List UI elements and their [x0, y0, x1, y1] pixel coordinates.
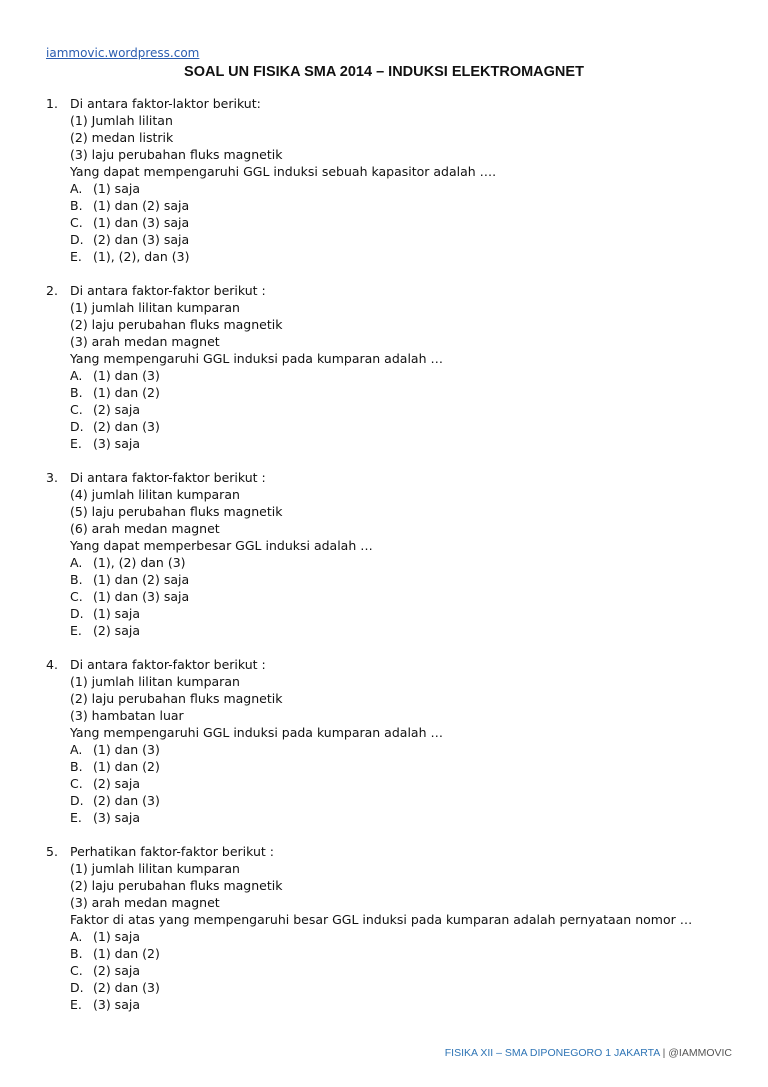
question-prompt: Yang dapat mempengaruhi GGL induksi sebuah kapasitor adalah ….: [70, 164, 497, 179]
option-letter: E.: [70, 436, 82, 451]
answer-option: [46, 945, 746, 962]
option-text: (1) dan (2): [93, 759, 160, 774]
statement-text: (3) laju perubahan fluks magnetik: [70, 147, 283, 162]
statement-text: (2) laju perubahan fluks magnetik: [70, 317, 283, 332]
statement-item: [46, 299, 746, 316]
option-letter: E.: [70, 810, 82, 825]
option-text: (1) saja: [93, 606, 140, 621]
question-stem-line: [46, 843, 746, 860]
option-letter: B.: [70, 385, 83, 400]
option-text: (2) saja: [93, 402, 140, 417]
question-number: 1.: [46, 96, 58, 111]
statement-item: [46, 520, 746, 537]
option-text: (2) dan (3) saja: [93, 232, 190, 247]
option-text: (1) saja: [93, 181, 140, 196]
question-prompt: Yang dapat memperbesar GGL induksi adalah …: [70, 538, 373, 553]
answer-option: [46, 979, 746, 996]
question-stem-line: [46, 95, 746, 112]
answer-option: [46, 962, 746, 979]
answer-option: [46, 180, 746, 197]
option-text: (3) saja: [93, 810, 140, 825]
blog-link[interactable]: iammovic.wordpress.com: [46, 46, 200, 60]
question-prompt-line: [46, 724, 746, 741]
answer-option: [46, 996, 746, 1013]
question-prompt-line: [46, 537, 746, 554]
footer-school: FISIKA XII – SMA DIPONEGORO 1 JAKARTA: [444, 1047, 660, 1059]
option-text: (1) dan (2) saja: [93, 572, 190, 587]
page-title: SOAL UN FISIKA SMA 2014 – INDUKSI ELEKTROMAGNET: [184, 64, 584, 80]
option-letter: A.: [70, 929, 83, 944]
option-letter: B.: [70, 198, 83, 213]
answer-option: [46, 401, 746, 418]
answer-option: [46, 367, 746, 384]
option-text: (2) dan (3): [93, 980, 160, 995]
answer-option: [46, 792, 746, 809]
statement-item: [46, 112, 746, 129]
statement-item: [46, 860, 746, 877]
footer-handle: @IAMMOVIC: [668, 1047, 732, 1059]
question-prompt-line: [46, 911, 746, 928]
statement-text: (1) jumlah lilitan kumparan: [70, 861, 240, 876]
question-prompt: Yang mempengaruhi GGL induksi pada kumparan adalah …: [70, 351, 443, 366]
statement-text: (2) medan listrik: [70, 130, 174, 145]
question-stem: Di antara faktor-faktor berikut :: [70, 283, 266, 298]
answer-option: [46, 809, 746, 826]
question-stem: Di antara faktor-faktor berikut :: [70, 657, 266, 672]
answer-option: [46, 197, 746, 214]
option-text: (2) dan (3): [93, 793, 160, 808]
option-letter: E.: [70, 623, 82, 638]
option-letter: C.: [70, 963, 83, 978]
answer-option: [46, 231, 746, 248]
answer-option: [46, 622, 746, 639]
question-3: [46, 469, 746, 639]
question-number: 5.: [46, 844, 58, 859]
option-text: (3) saja: [93, 436, 140, 451]
option-text: (2) dan (3): [93, 419, 160, 434]
statement-item: [46, 673, 746, 690]
statement-text: (5) laju perubahan fluks magnetik: [70, 504, 283, 519]
statement-item: [46, 894, 746, 911]
statement-text: (6) arah medan magnet: [70, 521, 220, 536]
statement-item: [46, 486, 746, 503]
option-letter: C.: [70, 589, 83, 604]
option-text: (2) saja: [93, 776, 140, 791]
option-text: (1) dan (2): [93, 946, 160, 961]
option-letter: B.: [70, 572, 83, 587]
answer-option: [46, 214, 746, 231]
option-text: (1) dan (2): [93, 385, 160, 400]
statement-text: (3) arah medan magnet: [70, 895, 220, 910]
option-letter: D.: [70, 980, 84, 995]
option-text: (1), (2) dan (3): [93, 555, 186, 570]
question-number: 4.: [46, 657, 58, 672]
option-letter: D.: [70, 419, 84, 434]
question-number: 2.: [46, 283, 58, 298]
page-footer: [445, 1047, 732, 1059]
question-1: [46, 95, 746, 265]
statement-item: [46, 707, 746, 724]
question-5: [46, 843, 746, 1013]
question-list: [46, 95, 746, 1030]
question-stem: Perhatikan faktor-faktor berikut :: [70, 844, 274, 859]
question-stem: Di antara faktor-laktor berikut:: [70, 96, 261, 111]
option-text: (1) dan (3): [93, 368, 160, 383]
question-stem: Di antara faktor-faktor berikut :: [70, 470, 266, 485]
option-letter: D.: [70, 793, 84, 808]
statement-text: (2) laju perubahan fluks magnetik: [70, 691, 283, 706]
option-letter: B.: [70, 759, 83, 774]
statement-text: (2) laju perubahan fluks magnetik: [70, 878, 283, 893]
question-prompt-line: [46, 163, 746, 180]
footer-separator: |: [662, 1047, 666, 1059]
statement-text: (3) arah medan magnet: [70, 334, 220, 349]
option-letter: E.: [70, 249, 82, 264]
question-prompt: Yang mempengaruhi GGL induksi pada kumparan adalah …: [70, 725, 443, 740]
option-text: (1) dan (2) saja: [93, 198, 190, 213]
question-stem-line: [46, 469, 746, 486]
option-letter: A.: [70, 555, 83, 570]
answer-option: [46, 554, 746, 571]
option-letter: C.: [70, 402, 83, 417]
answer-option: [46, 605, 746, 622]
option-letter: B.: [70, 946, 83, 961]
question-prompt: Faktor di atas yang mempengaruhi besar GGL induksi pada kumparan adalah pernyataan nomor …: [70, 912, 693, 927]
statement-item: [46, 316, 746, 333]
statement-item: [46, 333, 746, 350]
statement-item: [46, 503, 746, 520]
answer-option: [46, 248, 746, 265]
option-letter: C.: [70, 215, 83, 230]
question-stem-line: [46, 656, 746, 673]
option-letter: A.: [70, 742, 83, 757]
answer-option: [46, 384, 746, 401]
statement-text: (4) jumlah lilitan kumparan: [70, 487, 240, 502]
answer-option: [46, 775, 746, 792]
option-text: (1) dan (3): [93, 742, 160, 757]
statement-item: [46, 129, 746, 146]
option-text: (1) saja: [93, 929, 140, 944]
statement-text: (1) jumlah lilitan kumparan: [70, 674, 240, 689]
answer-option: [46, 758, 746, 775]
answer-option: [46, 418, 746, 435]
option-text: (1) dan (3) saja: [93, 589, 190, 604]
statement-text: (3) hambatan luar: [70, 708, 184, 723]
option-text: (2) saja: [93, 623, 140, 638]
option-text: (3) saja: [93, 997, 140, 1012]
question-2: [46, 282, 746, 452]
option-letter: C.: [70, 776, 83, 791]
question-4: [46, 656, 746, 826]
option-text: (1) dan (3) saja: [93, 215, 190, 230]
answer-option: [46, 741, 746, 758]
answer-option: [46, 928, 746, 945]
question-stem-line: [46, 282, 746, 299]
option-letter: D.: [70, 606, 84, 621]
question-prompt-line: [46, 350, 746, 367]
option-text: (1), (2), dan (3): [93, 249, 190, 264]
question-number: 3.: [46, 470, 58, 485]
option-letter: E.: [70, 997, 82, 1012]
statement-item: [46, 690, 746, 707]
statement-text: (1) jumlah lilitan kumparan: [70, 300, 240, 315]
answer-option: [46, 588, 746, 605]
option-letter: D.: [70, 232, 84, 247]
statement-text: (1) Jumlah lilitan: [70, 113, 173, 128]
statement-item: [46, 877, 746, 894]
statement-item: [46, 146, 746, 163]
option-text: (2) saja: [93, 963, 140, 978]
option-letter: A.: [70, 181, 83, 196]
answer-option: [46, 571, 746, 588]
answer-option: [46, 435, 746, 452]
option-letter: A.: [70, 368, 83, 383]
